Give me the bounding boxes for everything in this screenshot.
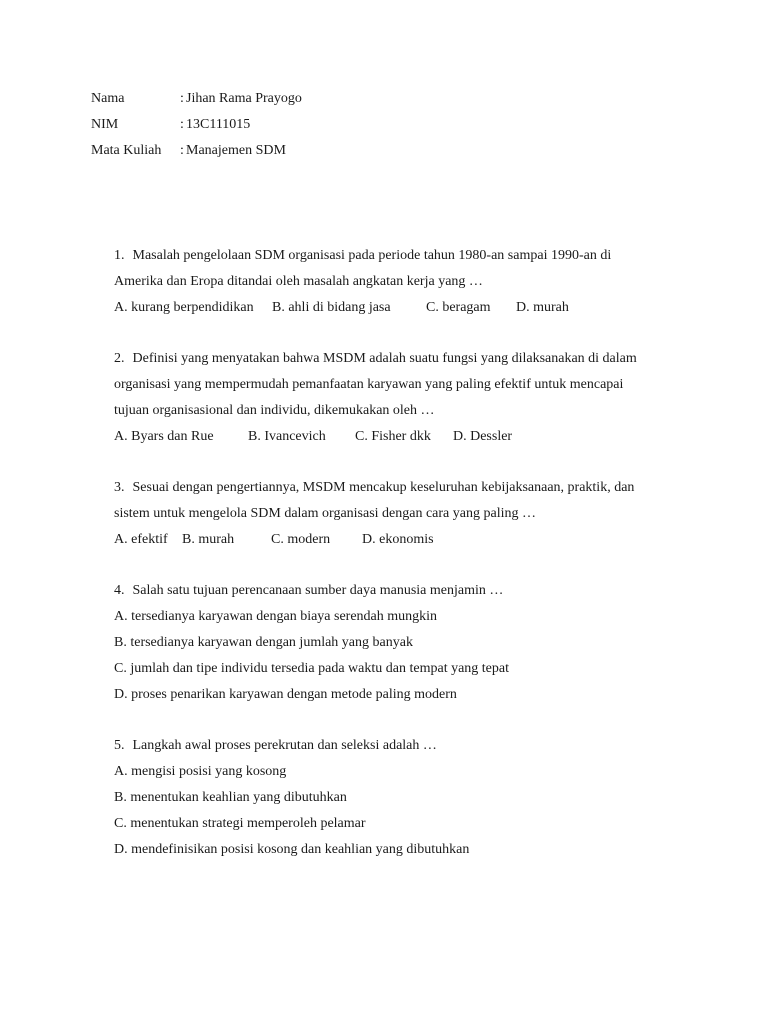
- option: A. efektif: [114, 532, 168, 547]
- question: [114, 346, 674, 450]
- question-number: 3.: [114, 480, 125, 495]
- question-text: tujuan organisasional dan individu, dikemukakan oleh …: [114, 403, 435, 418]
- option: D. proses penarikan karyawan dengan metode paling modern: [114, 687, 457, 702]
- option: C. menentukan strategi memperoleh pelamar: [114, 816, 366, 831]
- question-text: organisasi yang mempermudah pemanfaatan karyawan yang paling efektif untuk mencapai: [114, 377, 624, 392]
- nim-row: [91, 114, 302, 140]
- option-row: [114, 527, 674, 553]
- option: D. murah: [516, 300, 569, 315]
- question: [114, 578, 674, 708]
- question-number: 4.: [114, 583, 125, 598]
- question-text: sistem untuk mengelola SDM dalam organisasi dengan cara yang paling …: [114, 506, 536, 521]
- question: [114, 475, 674, 553]
- question-text: Langkah awal proses perekrutan dan seleksi adalah …: [132, 738, 437, 753]
- course-separator: :: [180, 143, 184, 158]
- question-number: 5.: [114, 738, 125, 753]
- name-separator: :: [180, 91, 184, 106]
- option: B. Ivancevich: [248, 429, 326, 444]
- option: B. menentukan keahlian yang dibutuhkan: [114, 790, 347, 805]
- option: C. beragam: [426, 300, 491, 315]
- nim-value: 13C111015: [186, 117, 251, 132]
- question-line: [114, 733, 674, 759]
- question-line: [114, 372, 674, 398]
- question-list: [114, 243, 674, 863]
- name-label: Nama: [91, 91, 125, 106]
- option: A. tersedianya karyawan dengan biaya serendah mungkin: [114, 609, 438, 624]
- option: D. mendefinisikan posisi kosong dan keahlian yang dibutuhkan: [114, 842, 470, 857]
- course-value: Manajemen SDM: [186, 143, 286, 158]
- option: C. modern: [271, 532, 331, 547]
- question-line: [114, 346, 674, 372]
- question: [114, 733, 674, 863]
- nim-label: NIM: [91, 117, 119, 132]
- student-info: [91, 88, 302, 166]
- option: B. ahli di bidang jasa: [272, 300, 391, 315]
- option: A. kurang berpendidikan: [114, 300, 254, 315]
- name-value: Jihan Rama Prayogo: [186, 91, 302, 106]
- question-line: [114, 269, 674, 295]
- question-line: [114, 475, 674, 501]
- option-row: [114, 295, 674, 321]
- question-line: [114, 398, 674, 424]
- question-text: Masalah pengelolaan SDM organisasi pada periode tahun 1980-an sampai 1990-an di: [132, 248, 612, 263]
- question-line: [114, 578, 674, 604]
- option: A. Byars dan Rue: [114, 429, 214, 444]
- option: B. murah: [182, 532, 235, 547]
- question-number: 2.: [114, 351, 125, 366]
- option: C. Fisher dkk: [355, 429, 431, 444]
- course-label: Mata Kuliah: [91, 143, 162, 158]
- name-row: [91, 88, 302, 114]
- question-number: 1.: [114, 248, 125, 263]
- question-text: Salah satu tujuan perencanaan sumber daya manusia menjamin …: [132, 583, 504, 598]
- question-text: Amerika dan Eropa ditandai oleh masalah angkatan kerja yang …: [114, 274, 483, 289]
- question-line: [114, 501, 674, 527]
- question-text: Sesuai dengan pengertiannya, MSDM mencakup keseluruhan kebijaksanaan, praktik, dan: [132, 480, 635, 495]
- option: D. Dessler: [453, 429, 513, 444]
- question: [114, 243, 674, 321]
- nim-separator: :: [180, 117, 184, 132]
- option: C. jumlah dan tipe individu tersedia pada waktu dan tempat yang tepat: [114, 661, 510, 676]
- question-line: [114, 243, 674, 269]
- option: A. mengisi posisi yang kosong: [114, 764, 287, 779]
- option: D. ekonomis: [362, 532, 434, 547]
- option-row: [114, 424, 674, 450]
- option: B. tersedianya karyawan dengan jumlah yang banyak: [114, 635, 413, 650]
- question-text: Definisi yang menyatakan bahwa MSDM adalah suatu fungsi yang dilaksanakan di dalam: [132, 351, 637, 366]
- course-row: [91, 140, 302, 166]
